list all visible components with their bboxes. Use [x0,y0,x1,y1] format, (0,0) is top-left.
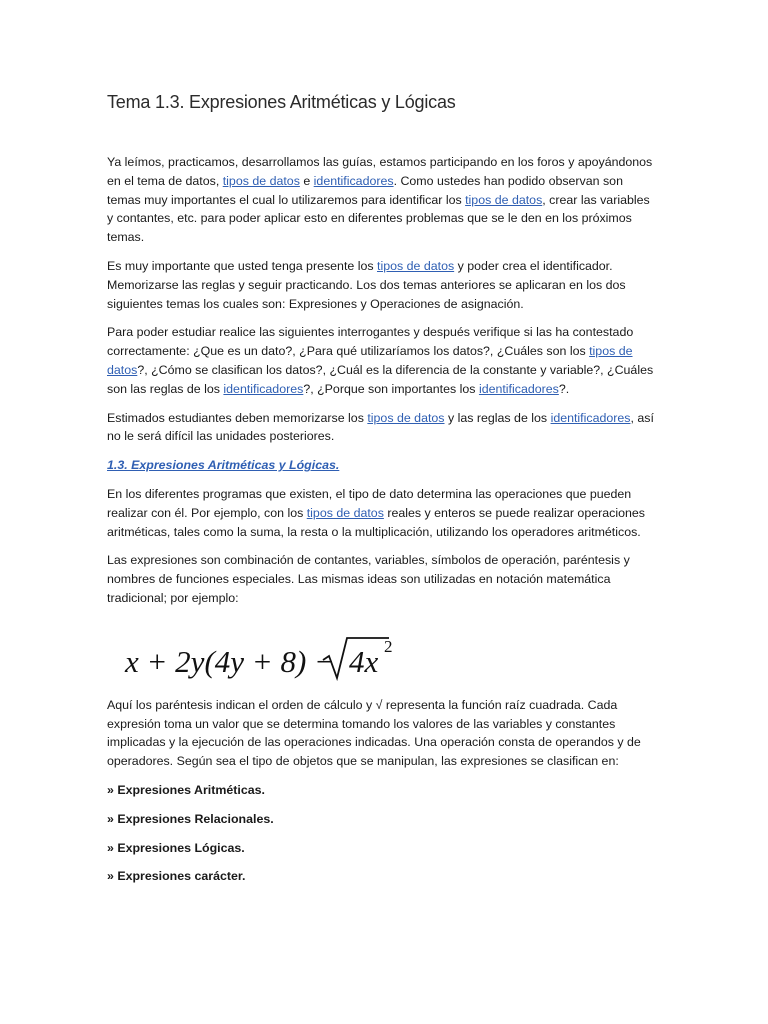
paragraph-operations [107,485,655,541]
list-item: » Expresiones Relacionales. [107,811,274,826]
text-run: ?. [558,381,570,396]
paragraph-expressions: Las expresiones son combinación de contantes, variables, símbolos de operación, paréntesis y nombres de funciones especiales. Las mismas ideas son utilizadas en notación matemática tradicional; por ejemplo: [107,553,630,605]
text-run: ?, ¿Cómo se clasifican los datos?, ¿Cuál es la diferencia de la constante y variable?, ¿Cuáles son las reglas de los [107,362,654,396]
link-identificadores[interactable]: identificadores [313,173,394,188]
link-tipos-de-datos[interactable]: tipos de datos [107,344,633,377]
text-run: Estimados estudiantes deben memorizarse los [107,410,368,425]
paragraph-questions [107,323,655,398]
text-run: e [299,173,314,188]
paragraph-memorize [107,409,655,447]
formula-exponent: 2 [384,636,393,656]
math-formula [107,618,655,692]
formula-image [121,618,421,688]
formula-main-text: x + 2y(4y + 8) − [125,643,335,679]
link-identificadores[interactable]: identificadores [550,410,631,425]
link-identificadores[interactable]: identificadores [478,381,559,396]
text-run: . Como ustedes han podido observan son temas muy importantes el cual lo utilizaremos para identificar los [107,173,623,207]
text-run: , crear las variables y contantes, etc. para poder aplicar esto en diferentes problemas que se le den en los próximos temas. [107,192,650,245]
text-run: y las reglas de los [444,410,551,425]
paragraph-intro [107,153,655,247]
formula-radicand: 4x [349,643,379,679]
link-identificadores[interactable]: identificadores [223,381,304,396]
list-item: » Expresiones carácter. [107,869,246,884]
text-run: , así no le será difícil las unidades posteriores. [107,410,654,444]
link-tipos-de-datos[interactable]: tipos de datos [306,505,384,520]
link-tipos-de-datos[interactable]: tipos de datos [367,410,445,425]
document-page [107,92,655,896]
text-run: Para poder estudiar realice las siguientes interrogantes y después verifique si las ha contestado correctamente: ¿Que es un dato?, ¿Para qué utilizaríamos los datos?, ¿Cuáles son los [107,325,634,359]
text-run: reales y enteros se puede realizar operaciones aritméticas, tales como la suma, la resta o la multiplicación, utilizando los operadores aritméticos. [107,505,645,539]
text-run: En los diferentes programas que existen, el tipo de dato determina las operaciones que pueden realizar con él. Por ejemplo, con los [107,486,632,520]
section-heading-link[interactable]: 1.3. Expresiones Aritméticas y Lógicas. [107,458,340,473]
page-title: Tema 1.3. Expresiones Aritméticas y Lógicas [107,92,456,112]
link-tipos-de-datos[interactable]: tipos de datos [222,173,300,188]
text-run: y poder crea el identificador. Memorizarse las reglas y seguir practicando. Los dos temas anteriores se aplicaran en los dos siguientes temas los cuales son: Expresiones y Operaciones de asignación. [107,258,626,311]
text-run: ?, ¿Porque son importantes los [303,381,479,396]
text-run: Ya leímos, practicamos, desarrollamos las guías, estamos participando en los foros y apoyándonos en el tema de datos, [107,155,653,188]
list-item: » Expresiones Lógicas. [107,840,245,855]
link-tipos-de-datos[interactable]: tipos de datos [377,258,455,273]
paragraph-explanation: Aquí los paréntesis indican el orden de cálculo y √ representa la función raíz cuadrada. Cada expresión toma un valor que se determina tomando los valores de las variables y constantes implicadas y la ejecución de las operaciones indicadas. Una operación consta de operandos y de operadores. Según sea el tipo de objetos que se manipulan, las expresiones se clasifican en: [107,697,641,769]
text-run: Es muy importante que usted tenga presente los [107,258,377,273]
list-item: » Expresiones Aritméticas. [107,782,265,797]
link-tipos-de-datos[interactable]: tipos de datos [465,192,543,207]
paragraph-importance [107,257,655,313]
